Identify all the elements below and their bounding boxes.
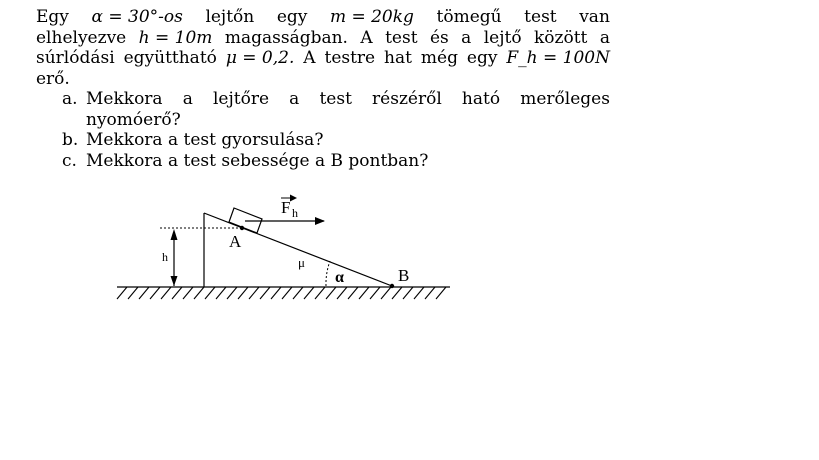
word: ható [461,89,501,109]
word: a [289,89,300,109]
height-arrow-bottom [171,276,178,286]
point-b-dot [390,284,394,288]
word: van [579,7,610,27]
friction-label: μ [298,255,305,270]
word: egy [466,48,498,68]
angle-arc [326,261,330,286]
word: egy [276,7,308,27]
question-text: Mekkora a test sebessége a B pontban? [86,150,429,171]
height-arrow-top [171,229,178,240]
force-label: F [281,198,291,217]
height-label: h [162,250,168,264]
word: a [461,27,472,48]
word: nyomóerő? [86,109,181,130]
height-value: h = 10m [138,27,213,48]
word: részéről [372,89,442,109]
question-text: Mekkora a test gyorsulása? [86,130,324,150]
word: és [429,27,449,48]
word: lejtőn [205,7,255,27]
word: A [303,48,316,68]
word: Mekkora [86,89,163,109]
ground-hatching [117,287,446,299]
word: még [420,48,458,68]
question-label: a. [62,89,78,109]
word: hat [384,48,412,68]
question-label: b. [62,130,79,150]
word: test [524,7,557,27]
word: súrlódási [36,48,115,68]
question-label: c. [62,150,77,171]
point-a-label: A [229,232,242,251]
word: Egy [36,7,69,27]
word: testre [324,48,376,68]
angle-value: α = 30°-os [91,7,183,27]
force-value: F_h = 100N [506,48,610,68]
point-a-dot [240,226,244,230]
word: együttható [123,48,217,68]
word: a [182,89,193,109]
word: tömegű [436,7,502,27]
point-b-label: B [398,266,410,285]
word: lejtő [483,27,522,48]
word: erő. [36,68,70,89]
word: merőleges [520,89,610,109]
mass-value: m = 20kg [329,7,414,27]
word: test [385,27,418,48]
angle-label: α [335,269,344,286]
word: a [599,27,610,48]
word: test [319,89,352,109]
word: magasságban. [224,27,348,48]
word: lejtőre [213,89,270,109]
word: elhelyezve [36,27,127,48]
friction-value: μ = 0,2. [225,48,295,68]
word: között [534,27,588,48]
word: A [360,27,373,48]
force-subscript: h [292,206,298,220]
